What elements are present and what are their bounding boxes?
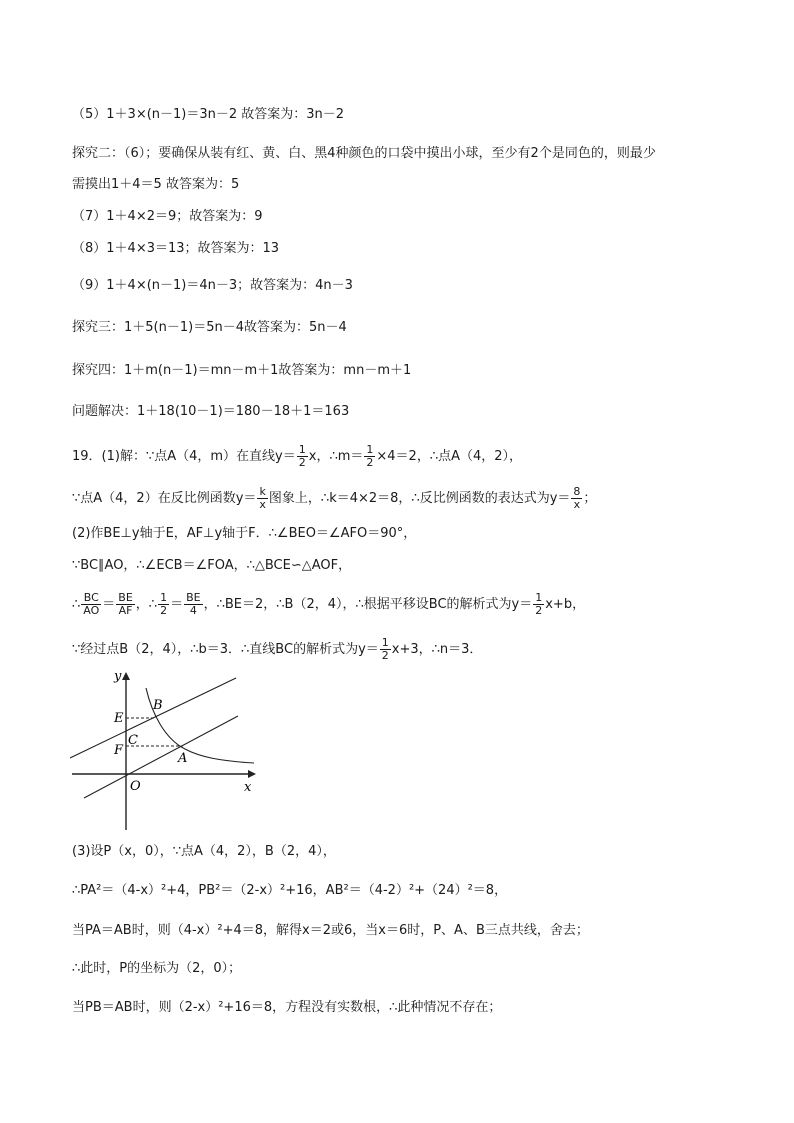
q19-part3-line5: 当PB＝AB时，则（2-x）²+16＝8，方程没有实数根，∴此种情况不存在；: [72, 1000, 502, 1015]
q19-part1-line1: 19．(1)解：∵点A（4，m）在直线y＝ $\frac{1}{2}$ x，∴m＝ $\frac{1}{2}$ ×4＝2，∴点A（4，2），: [72, 443, 523, 469]
y-axis-arrow: [122, 672, 130, 680]
q19-part1-line2: ∵点A（4，2）在反比例函数y＝ $\frac{k}{x}$ 图象上，∴k＝4×2＝8，∴反比例函数的表达式为y＝ $\frac{8}{x}$ ；: [72, 485, 597, 511]
exploration-3: 探究三：1＋5(n－1)＝5n－4故答案为：5n－4: [72, 320, 347, 335]
fraction-half-4: $\frac{1}{2}$: [535, 591, 543, 617]
fraction-half-3: $\frac{1}{2}$: [160, 591, 168, 617]
q19-part3-line3: 当PA＝AB时，则（4-x）²+4＝8，解得x＝2或6，当x＝6时，P、A、B三点共线，舍去；: [72, 923, 589, 938]
line-7: （7）1＋4×2＝9；故答案为：9: [72, 209, 263, 224]
x-axis-arrow: [248, 770, 256, 778]
label-a: A: [178, 751, 188, 766]
q19-part3-line4: ∴此时，P的坐标为（2，0）；: [72, 961, 242, 976]
label-c: C: [128, 733, 138, 748]
label-o: O: [130, 779, 141, 794]
line-9: （9）1＋4×(n－1)＝4n－3；故答案为：4n－3: [72, 278, 353, 293]
label-f: F: [114, 743, 124, 758]
fraction-bc-ao: $\frac{BC}{AO}$: [83, 591, 100, 617]
fraction-half-1: $\frac{1}{2}$: [298, 443, 306, 469]
fraction-be-af: $\frac{BE}{AF}$: [118, 591, 133, 617]
fraction-8-over-x: $\frac{8}{x}$: [573, 485, 581, 511]
line-5: （5）1＋3×(n－1)＝3n－2 故答案为：3n－2: [72, 107, 345, 122]
label-b: B: [153, 698, 163, 713]
label-x: x: [244, 780, 252, 795]
fraction-be-4: $\frac{BE}{4}$: [186, 591, 201, 617]
q19-part2-line1: (2)作BE⊥y轴于E，AF⊥y轴于F．∴∠BEO＝∠AFO＝90°，: [72, 526, 417, 541]
exploration-2-line-a: 探究二：（6）；要确保从装有红、黄、白、黑4种颜色的口袋中摸出小球，至少有2个是同色的，则最少: [72, 146, 656, 161]
q19-part3-line1: (3)设P（x，0），∵点A（4，2），B（2，4），: [72, 844, 336, 859]
exploration-4: 探究四：1＋m(n－1)＝mn－m＋1故答案为：mn－m＋1: [72, 363, 412, 378]
problem-solving: 问题解决：1＋18(10－1)＝180－18＋1＝163: [72, 404, 350, 419]
fraction-half-5: $\frac{1}{2}$: [381, 636, 389, 662]
q19-part3-line2: ∴PA²＝（4-x）²+4，PB²＝（2-x）²+16，AB²＝（4-2）²+（24）²＝8，: [72, 883, 508, 898]
exploration-2-line-b: 需摸出1＋4＝5 故答案为：5: [72, 177, 240, 192]
line-8: （8）1＋4×3＝13；故答案为：13: [72, 241, 280, 256]
q19-part2-line3: ∴ $\frac{BC}{AO}$ ＝ $\frac{BE}{AF}$ ，∴ $\frac{1}{2}$ ＝ $\frac{BE}{4}$ ，∴BE＝2，∴B（2，4），∴根据平移设BC的解析式为y＝ $\frac{1}{2}$ x+b，: [72, 591, 586, 617]
fraction-k-over-x: $\frac{k}{x}$: [259, 485, 266, 511]
label-y: y: [114, 669, 122, 684]
q19-part2-line2: ∵BC∥AO，∴∠ECB＝∠FOA，∴△BCE∽△AOF，: [72, 558, 352, 573]
fraction-half-2: $\frac{1}{2}$: [366, 443, 374, 469]
line-ao: [84, 716, 238, 798]
label-e: E: [114, 711, 124, 726]
coordinate-figure: [70, 664, 262, 834]
q19-part2-line4: ∵经过点B（2，4），∴b＝3．∴直线BC的解析式为y＝ $\frac{1}{2}$ x+3，∴n＝3．: [72, 636, 483, 662]
